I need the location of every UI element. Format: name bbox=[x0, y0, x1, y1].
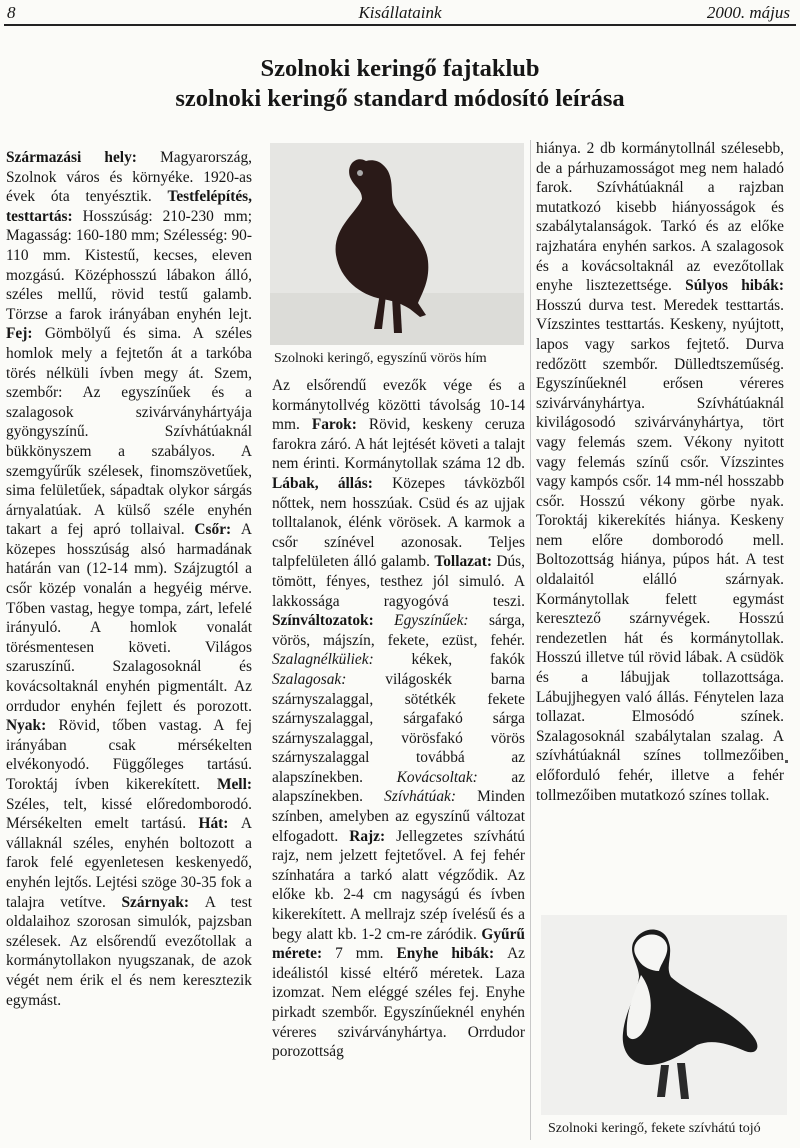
body-text: Rövid, tőben vastag. A fej irányában csak mérsékelten elvékonyodó. Függőleges tartású. Toroktáj ívben kikerekített. bbox=[6, 717, 253, 793]
page-number: 8 bbox=[7, 3, 16, 22]
text-column-1 bbox=[6, 148, 252, 1010]
variety-label: Szalagosak: bbox=[272, 670, 386, 688]
body-text: Hosszúság: 210-230 mm; Magasság: 160-180 mm; Szélesség: 90-110 mm. Kistestű, kecses, eleven mozgású. Középhosszú lábakon álló, széles mellű, rövid testű galamb. Törzse a farok irányában enyhén lejt. bbox=[6, 207, 252, 323]
body-text: hiánya. 2 db kormánytollnál szélesebb, de a párhuzamosságot meg nem haladó farok. Szívhátúaknál a rajzban mutatkozó kisebb hiányosságok és szabálytalanságok. Tarkó és az előke rajzhatára enyhén sarkos. A szalagosok és a kovácsoltaknál az evezőtollak enyhe lisztezettsége. bbox=[536, 140, 784, 295]
section-heading: Színváltozatok: bbox=[272, 612, 395, 630]
body-text: kékek, fakók bbox=[411, 651, 525, 669]
section-heading: Gyűrű mérete: bbox=[272, 925, 525, 963]
print-speck bbox=[785, 760, 788, 763]
body-text: Dús, tömött, fényes, testhez jól simuló. A lakkossága ragyogóvá teszi. bbox=[272, 553, 526, 610]
section-heading: Testfelépítés, testtartás: bbox=[6, 188, 252, 225]
pigeon-photo-black-heart bbox=[541, 915, 787, 1115]
body-text: A közepes hosszúság alsó harmadának határán van (12-14 mm). Szájzugtól a csőr közép vonalán a hegyéig mérve. Tőben vastag, hegye tompa, zárt, lefelé irányuló. A homlok vonalát törésmentesen követi. Világos szaruszínű. Szalagosoknál és kovácsoltaknál enyhén pigmentált. Az orrdudor enyhén fejlett és porozott. bbox=[6, 521, 253, 715]
article-title bbox=[0, 54, 800, 114]
variety-label: Szalagnélküliek: bbox=[272, 651, 412, 669]
body-text: Az elsőrendű evezők vége és a kormánytollvég közötti távolság 10-14 mm. bbox=[272, 377, 525, 434]
section-heading: Súlyos hibák: bbox=[685, 277, 784, 295]
section-heading: Nyak: bbox=[6, 717, 59, 735]
section-heading: Származási hely: bbox=[6, 149, 161, 166]
section-heading: Mell: bbox=[216, 776, 252, 793]
section-heading: Hát: bbox=[198, 815, 241, 833]
pigeon-photo-red bbox=[270, 143, 524, 345]
title-line-2: szolnoki keringő standard módosító leírása bbox=[175, 85, 625, 112]
black-heart-pigeon-image bbox=[541, 915, 787, 1115]
section-heading: Enyhe hibák: bbox=[396, 945, 508, 963]
body-text: 7 mm. bbox=[335, 945, 397, 963]
body-text: az alapszínekben. bbox=[272, 768, 525, 806]
text-column-3 bbox=[536, 139, 784, 805]
variety-label: Szívhátúak: bbox=[384, 788, 478, 806]
body-text: A test oldalaihoz szorosan simulók, pajzsban szélesek. Az elsőrendű evezőtollak a kormánytollakon nyugszanak, de azok végét nem érik el és nem keresztezik egymást. bbox=[6, 893, 252, 1009]
text-column-2 bbox=[272, 376, 525, 1062]
section-heading: Lábak, állás: bbox=[272, 474, 393, 492]
column-divider bbox=[530, 140, 531, 1140]
body-text: sárga, vörös, májszín, fekete, ezüst, fehér. bbox=[272, 612, 525, 649]
body-text: Az ideálistól kissé eltérő méretek. Laza izomzat. Nem eléggé széles fej. Enyhe pirkadt szembőr. Egyszínűeknél enyhén véreres szivárványhártya. Orrdudor porozottság bbox=[272, 945, 526, 1061]
body-text: A vállaknál széles, enyhén boltozott a farok felé egyenletesen keskenyedő, enyhén lejtős. Lejtési szöge 30-35 fok a talajra vetítve. bbox=[6, 815, 252, 911]
body-text: világoskék barna szárnyszalaggal, sötétkék fekete szárnyszalaggal, sárgafakó sárga szárnyszalaggal, vörösfakó vörös szárnyszalaggal továbbá az alapszínekben. bbox=[272, 670, 525, 786]
body-text: Széles, telt, kissé előredomborodó. Mérsékelten emelt tartású. bbox=[6, 795, 252, 833]
body-text: Minden színben, amelyben az egyszínű változat elfogadott. bbox=[272, 788, 526, 845]
header-rule bbox=[4, 24, 796, 26]
body-text: Hosszú durva test. Meredek testtartás. Vízszintes testtartás. Keskeny, nyújtott, lapos vagy sarkos fejtető. Durva redőzött szembőr. Dülledtszeműség. Egyszínűeknél erősen véreres szivárványhártya. Szívhátúaknál kivilágosodó szivárványhártya, tört vagy felemás szem. Vékony nyitott vagy felemás színű csőr. Vízszintes vagy kampós csőr. 14 mm-nél hosszabb csőr. Hosszú vékony görbe nyak. Toroktáj kikerekítés hiánya. Keskeny nem előre domborodó mell. Boltozottság hiánya, púpos hát. A test oldalaitól elálló szárnyak. Kormánytollak felett egymást keresztező szárnyvégek. Hosszú rendezetlen hát és kormánytollak. Hosszú illetve túl rövid lábak. A csüdök és a lábujjak tollazottsága. Lábujjhegyen való állás. Fénytelen laza tollazat. Elmosódó színek. Szalagosoknál szabálytalan szalag. A szívhátúaknál színes tollmezőiben előforduló fehér, illetve a fehér tollmezőiben mutatkozó színes tollak. bbox=[536, 296, 784, 804]
section-heading: Rajz: bbox=[349, 827, 397, 845]
title-line-1: Szolnoki keringő fajtaklub bbox=[260, 55, 540, 82]
section-heading: Szárnyak: bbox=[121, 893, 205, 911]
issue-date: 2000. május bbox=[706, 3, 790, 22]
body-text: Közepes távközből nőttek, nem hosszúak. Csüd és az ujjak tolltalanok, élénk vörösek. A karmok a csőr színével azonosak. Teljes talpfelületen álló galamb. bbox=[272, 474, 525, 571]
body-text: Magyarország, Szolnok város és környéke. 1920-as évek óta tenyésztik. bbox=[6, 149, 252, 206]
section-heading: Farok: bbox=[311, 416, 369, 434]
variety-label: Kovácsoltak: bbox=[396, 768, 512, 786]
red-pigeon-image bbox=[270, 143, 524, 345]
photo-caption-2: Szolnoki keringő, fekete szívhátú tojó bbox=[548, 1121, 761, 1136]
body-text: Jellegzetes szívhátú rajz, nem jelzett fejtetővel. A fej fehér színhatára a tarkó alatt végződik. Az előke kb. 2-4 cm nagyságú és ívben kikerekített. A mellrajz szép ívelésű és a begy alatt kb. 1-2 cm-re záródik. bbox=[272, 827, 525, 943]
variety-label: Egyszínűek: bbox=[394, 612, 489, 630]
body-text: Rövid, keskeny ceruza farokra záró. A hát lejtését követi a talajt nem érinti. Kormánytollak száma 12 db. bbox=[272, 416, 525, 473]
section-heading: Tollazat: bbox=[434, 553, 497, 571]
section-heading: Fej: bbox=[6, 325, 45, 343]
section-heading: Csőr: bbox=[194, 521, 241, 539]
page-header bbox=[0, 0, 800, 26]
magazine-name: Kisállataink bbox=[358, 3, 442, 22]
body-text: Gömbölyű és sima. A széles homlok mely a fejtetőn át a tarkóba törés nélküli ívben megy át. Szem, szembőr: Az egyszínűek és a szalagosok szivárványhártyája gyöngyszínű. Szívhátúaknál bükkönyszem a szabályos. A szemgyűrűk szélesek, finomszövetűek, sima felületűek, sápadtak olykor sárgás árnyalatúak. A külső széle enyhén takart a fej apró tollaival. bbox=[6, 325, 252, 539]
photo-caption-1: Szolnoki keringő, egyszínű vörös hím bbox=[274, 351, 487, 366]
